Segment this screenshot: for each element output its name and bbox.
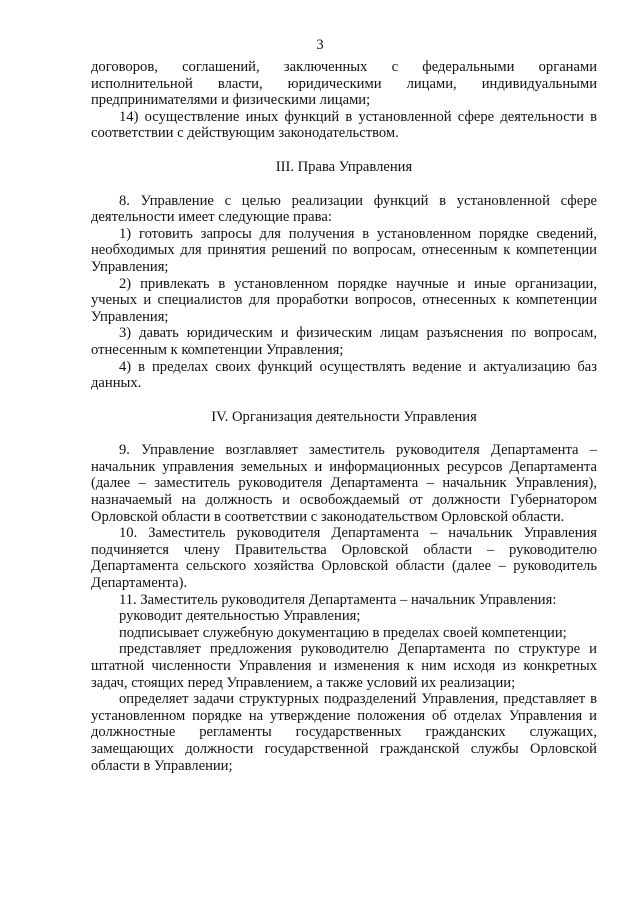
paragraph-10: 10. Заместитель руководителя Департамента – начальник Управления подчиняется члену Правительства Орловской области – руководителю Департамента сельского хозяйства Орловской области (далее – руководитель Департамента). — [91, 525, 597, 592]
paragraph-item-14: 14) осуществление иных функций в установленной сфере деятельности в соответствии с действующим законодательством. — [91, 108, 597, 142]
page-number: 3 — [316, 37, 324, 53]
duty-define-tasks: определяет задачи структурных подразделений Управления, представляет в установленном порядке на утверждение положения об отделах Управления и должностные регламенты государственных гражданских служащих, замещающих должности государственной гражданской службы Орловской области в Управлении; — [91, 691, 597, 774]
duty-manage: руководит деятельностью Управления; — [119, 608, 361, 625]
document-body — [91, 59, 597, 774]
paragraph-right-2: 2) привлекать в установленном порядке научные и иные организации, ученых и специалистов для проработки вопросов, отнесенных к компетенции Управления; — [91, 275, 597, 325]
paragraph-right-1: 1) готовить запросы для получения в установленном порядке сведений, необходимых для принятия решений по вопросам, отнесенным к компетенции Управления; — [91, 225, 597, 275]
paragraph-continuation: договоров, соглашений, заключенных с федеральными органами исполнительной власти, юридическими лицами, индивидуальными предпринимателями и физическими лицами; — [91, 59, 597, 109]
paragraph-right-4: 4) в пределах своих функций осуществлять ведение и актуализацию баз данных. — [91, 358, 597, 392]
section-heading-4: IV. Организация деятельности Управления — [211, 408, 477, 425]
paragraph-9: 9. Управление возглавляет заместитель руководителя Департамента – начальник управления земельных и информационных ресурсов Департамента (далее – заместитель руководителя Департамента – начальник Управления), назначаемый на должность и освобождаемый от должности Губернатором Орловской области в соответствии с законодательством Орловской области. — [91, 442, 597, 525]
duty-propose-structure: представляет предложения руководителю Департамента по структуре и штатной численности Управления и изменения к ним исходя из конкретных задач, стоящих перед Управлением, а также условий их реализации; — [91, 641, 597, 691]
duty-sign: подписывает служебную документацию в пределах своей компетенции; — [119, 624, 567, 641]
section-heading-3: III. Права Управления — [275, 158, 413, 175]
paragraph-11: 11. Заместитель руководителя Департамента – начальник Управления: — [119, 591, 557, 608]
paragraph-8: 8. Управление с целью реализации функций в установленной сфере деятельности имеет следующие права: — [91, 192, 597, 226]
paragraph-right-3: 3) давать юридическим и физическим лицам разъяснения по вопросам, отнесенным к компетенции Управления; — [91, 325, 597, 358]
